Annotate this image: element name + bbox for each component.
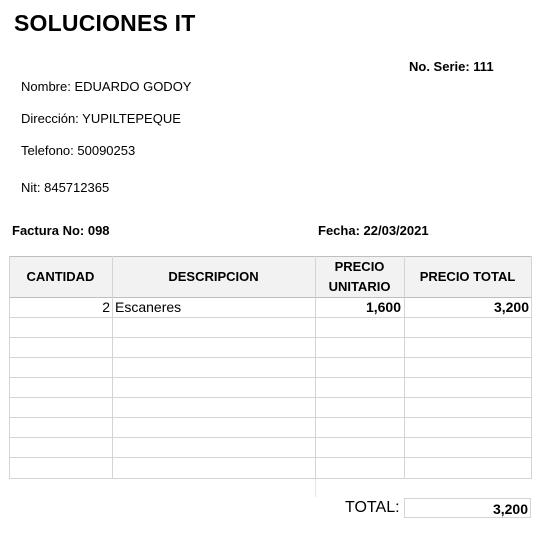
row-divider — [9, 377, 532, 378]
header-precio-unitario-line1: PRECIO — [334, 258, 385, 274]
gridline-extension — [315, 479, 316, 497]
col-divider — [531, 256, 532, 479]
customer-address: Dirección: YUPILTEPEQUE — [21, 111, 181, 126]
row-divider — [9, 437, 532, 438]
row-divider — [9, 317, 532, 318]
company-name: SOLUCIONES IT — [14, 10, 196, 36]
header-precio-unitario — [315, 256, 404, 297]
customer-name: Nombre: EDUARDO GODOY — [21, 79, 192, 94]
header-precio-total: PRECIO TOTAL — [419, 268, 516, 284]
serial-number: No. Serie: 111 — [409, 59, 494, 74]
row-precio-total: 3,200 — [493, 299, 529, 315]
total-box — [404, 498, 531, 518]
row-cantidad: 2 — [102, 299, 110, 315]
customer-phone: Telefono: 50090253 — [21, 143, 136, 158]
table-border-bottom — [9, 478, 532, 479]
invoice-number: Factura No: 098 — [12, 223, 110, 238]
row-precio-unitario: 1,600 — [365, 299, 401, 315]
invoice-date: Fecha: 22/03/2021 — [318, 223, 429, 238]
header-cantidad: CANTIDAD — [26, 268, 95, 284]
row-divider — [9, 397, 532, 398]
row-divider — [9, 417, 532, 418]
row-divider — [9, 337, 532, 338]
row-divider — [9, 457, 532, 458]
row-divider — [9, 357, 532, 358]
total-value: 3,200 — [492, 501, 528, 517]
row-descripcion: Escaneres — [115, 299, 182, 315]
invoice-table — [9, 256, 532, 479]
total-label: TOTAL: — [345, 499, 400, 516]
header-descripcion: DESCRIPCION — [168, 268, 259, 284]
customer-nit: Nit: 845712365 — [21, 180, 110, 195]
header-precio-unitario-line2: UNITARIO — [328, 278, 391, 294]
